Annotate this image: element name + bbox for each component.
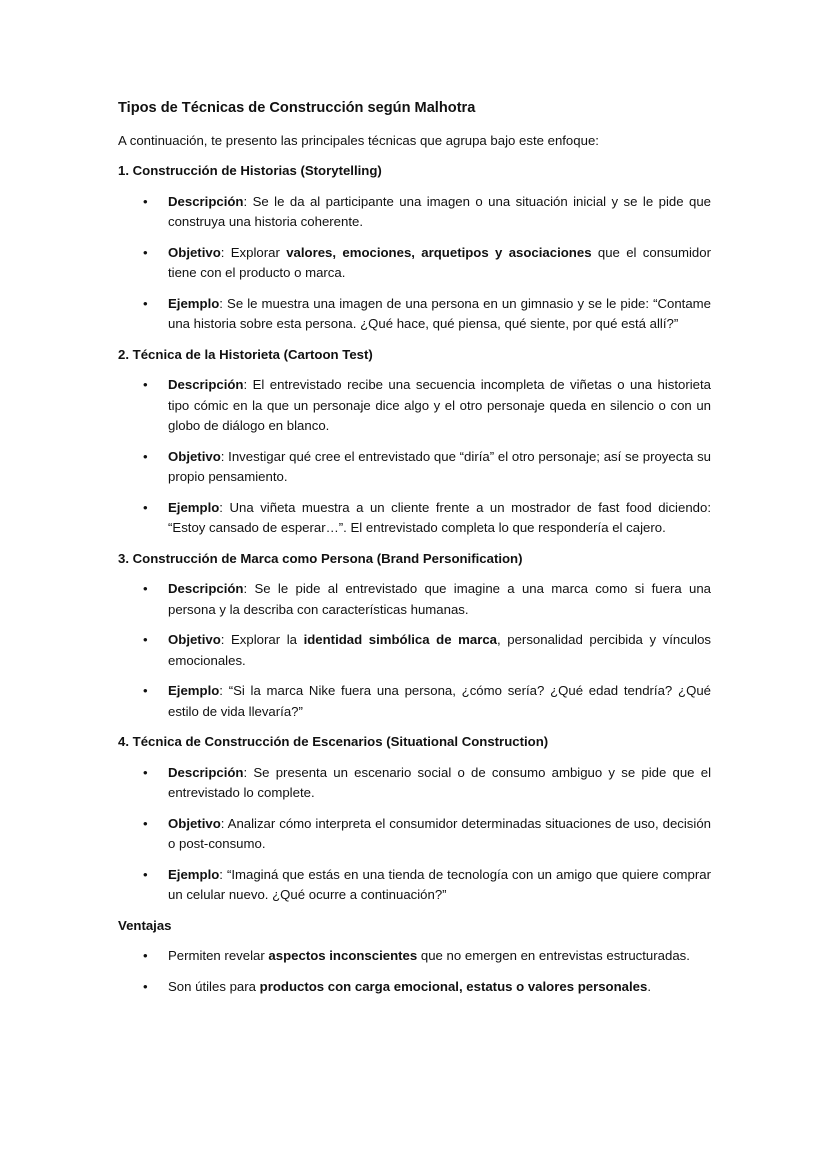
bullet-icon: • (143, 377, 148, 392)
section-heading: 1. Construcción de Historias (Storytelling) (118, 163, 382, 178)
bold-text: Objetivo (168, 244, 221, 260)
bold-text: Descripción (168, 193, 244, 209)
bold-text: Objetivo (168, 632, 221, 647)
list-item (118, 763, 711, 804)
bold-text: Objetivo (168, 448, 221, 464)
bold-text: productos con carga emocional, estatus o valores personales (259, 978, 648, 994)
list-item (118, 946, 711, 967)
text: que el consumidor tiene con el producto o marca. (168, 244, 711, 280)
bullet-icon: • (143, 683, 148, 698)
bullet-list (118, 763, 711, 906)
text: : Se presenta un escenario social o de consumo ambiguo y se pide que el entrevistado lo complete. (168, 764, 711, 800)
bullet-icon: • (143, 499, 148, 515)
text: : Explorar (220, 244, 287, 260)
text: : Explorar la (220, 632, 304, 647)
bullet-list (118, 192, 711, 335)
list-item (118, 681, 711, 722)
document-page (118, 98, 711, 1007)
text: : “Imaginá que estás en una tienda de tecnología con un amigo que quiere comprar un celular nuevo. ¿Qué ocurre a continuación?” (168, 866, 711, 902)
bold-text: Descripción (168, 581, 244, 596)
text: : Se le pide al entrevistado que imagine a una marca como si fuera una persona y la describa con características humanas. (168, 581, 711, 617)
bold-text: valores, emociones, arquetipos y asociaciones (286, 244, 592, 260)
list-item (118, 192, 711, 233)
list-item (118, 375, 711, 437)
bullet-icon: • (143, 193, 148, 209)
list-item (118, 977, 711, 998)
text: : “Si la marca Nike fuera una persona, ¿cómo sería? ¿Qué edad tendría? ¿Qué estilo de vida llevaría?” (168, 683, 711, 719)
bold-text: Ejemplo (168, 866, 220, 882)
bullet-list (118, 375, 711, 539)
sections (118, 161, 711, 997)
bullet-icon: • (143, 244, 148, 260)
list-item (118, 630, 711, 671)
text: , personalidad percibida y vínculos emocionales. (168, 632, 712, 668)
bullet-icon: • (143, 295, 148, 311)
bold-text: aspectos inconscientes (268, 948, 418, 963)
text: : Una viñeta muestra a un cliente frente a un mostrador de fast food diciendo: “Estoy cansado de esperar…”. El entrevistado completa lo que respondería el cajero. (168, 499, 711, 535)
bullet-icon: • (143, 632, 148, 647)
text: . (647, 978, 652, 994)
bold-text: Objetivo (168, 815, 221, 831)
text: Permiten revelar (168, 948, 269, 963)
list-item (118, 447, 711, 488)
bullet-icon: • (143, 448, 148, 464)
list-item (118, 243, 711, 284)
text: : Investigar qué cree el entrevistado que “diría” el otro personaje; así se proyecta su propio pensamiento. (168, 448, 711, 484)
document-title: Tipos de Técnicas de Construcción según Malhotra (118, 100, 476, 116)
list-item (118, 814, 711, 855)
bullet-list (118, 946, 711, 997)
bullet-list (118, 579, 711, 722)
bold-text: Ejemplo (168, 295, 220, 311)
list-item (118, 294, 711, 335)
list-item (118, 865, 711, 906)
text: : Se le muestra una imagen de una persona en un gimnasio y se le pide: “Contame una historia sobre esta persona. ¿Qué hace, qué piensa, qué siente, por qué está allí?” (168, 295, 711, 331)
text: que no emergen en entrevistas estructuradas. (417, 948, 690, 963)
list-item (118, 498, 711, 539)
bold-text: Ejemplo (168, 683, 220, 698)
bullet-icon: • (143, 948, 148, 963)
text: : Analizar cómo interpreta el consumidor determinadas situaciones de uso, decisión o post-consumo. (168, 815, 711, 851)
section-heading: Ventajas (118, 917, 172, 933)
intro-paragraph: A continuación, te presento las principales técnicas que agrupa bajo este enfoque: (118, 132, 599, 148)
bold-text: Descripción (168, 764, 244, 780)
section-heading: 4. Técnica de Construcción de Escenarios (Situational Construction) (118, 734, 549, 749)
text: Son útiles para (168, 978, 260, 994)
section-heading: 3. Construcción de Marca como Persona (Brand Personification) (118, 550, 523, 566)
bold-text: Descripción (168, 377, 244, 392)
list-item (118, 579, 711, 620)
bold-text: Ejemplo (168, 499, 220, 515)
bullet-icon: • (143, 866, 148, 882)
bullet-icon: • (143, 815, 148, 831)
bullet-icon: • (143, 581, 148, 596)
text: : El entrevistado recibe una secuencia incompleta de viñetas o una historieta tipo cómic en la que un personaje dice algo y el otro personaje queda en silencio o con un globo de diálogo en blanco. (168, 377, 711, 433)
bullet-icon: • (143, 978, 148, 994)
section-heading: 2. Técnica de la Historieta (Cartoon Test) (118, 346, 373, 362)
bullet-icon: • (143, 764, 148, 780)
text: : Se le da al participante una imagen o una situación inicial y se le pide que construya una historia coherente. (168, 193, 711, 229)
bold-text: identidad simbólica de marca (303, 632, 498, 647)
